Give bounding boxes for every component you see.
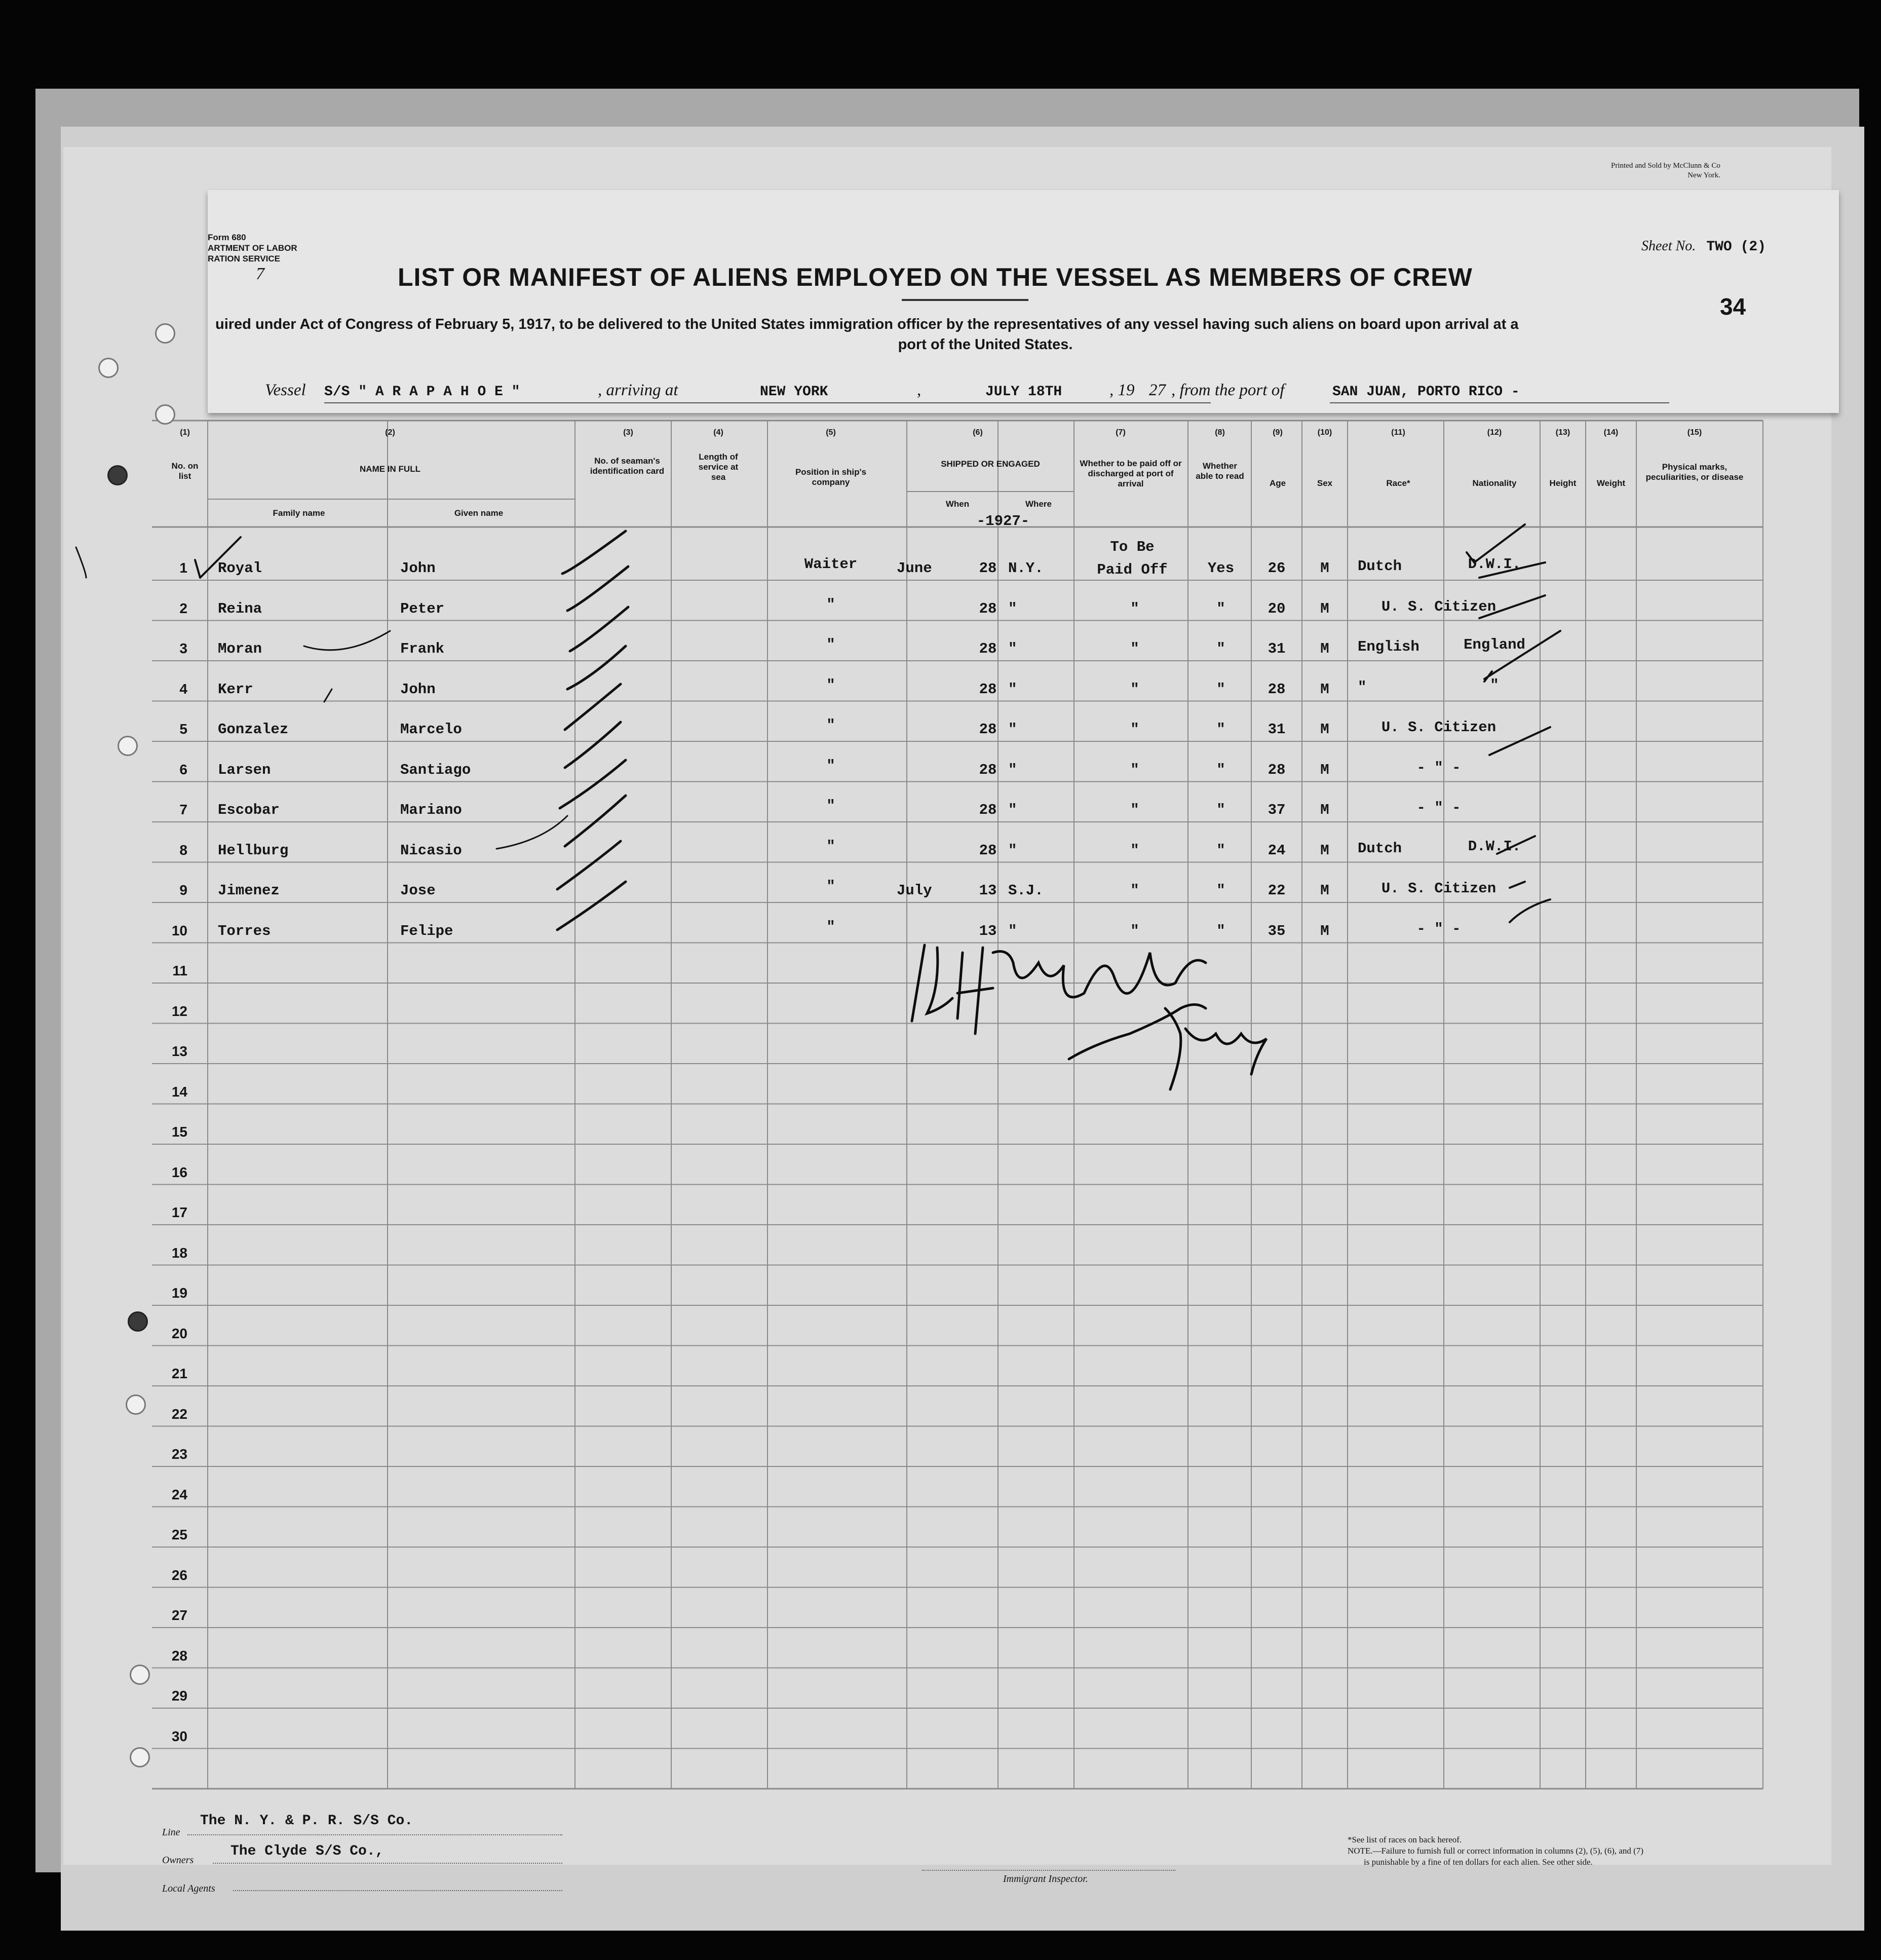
col-header-when: When [945,499,970,509]
inspector-label: Immigrant Inspector. [1003,1873,1088,1884]
paid-off-note: To Be [1110,539,1155,555]
col-number: (3) [623,428,633,437]
citizen-status: - " - [1416,759,1461,776]
position: " [826,838,835,855]
col-number: (2) [385,428,395,437]
departure-port: SAN JUAN, PORTO RICO - [1332,384,1520,400]
row-number: 30 [171,1728,187,1744]
tick-mark [1510,882,1525,888]
stray-ink [304,631,390,650]
age: 31 [1268,721,1286,738]
punch-hole [155,323,175,344]
document-title: LIST OR MANIFEST OF ALIENS EMPLOYED ON THE VESSEL AS MEMBERS OF CREW [398,263,1473,291]
shipped-day: 28 [979,640,997,657]
family-name: Gonzalez [218,721,289,738]
row-number: 22 [171,1406,187,1422]
row-number: 13 [171,1043,187,1059]
given-name: Frank [400,640,445,657]
row-number: 25 [171,1527,187,1542]
paid-off: " [1130,600,1139,617]
row-number: 27 [171,1607,187,1623]
line-label: Line [162,1827,180,1838]
position: " [826,798,835,814]
tick-mark [1510,899,1550,922]
able-to-read: " [1216,761,1225,778]
position: Waiter [804,556,858,573]
row-number: 12 [171,1003,187,1019]
row-number: 16 [171,1164,187,1180]
family-name: Reina [218,600,262,617]
row-number: 15 [171,1124,187,1140]
row-number: 11 [172,963,187,978]
age: 28 [1268,681,1286,698]
citizen-status: - " - [1416,800,1461,816]
vessel-name: S/S " A R A P A H O E " [324,384,520,400]
col-header-sex: Sex [1317,478,1333,488]
punch-hole [130,1665,150,1685]
tick-mark [1484,671,1492,682]
form-department: ARTMENT OF LABOR [208,243,297,253]
shipped-where: " [1008,761,1017,778]
col-number: (11) [1391,428,1405,437]
paid-off: " [1130,922,1139,939]
col-header-given: Given name [454,508,504,518]
race: " [1358,679,1367,696]
sex: M [1320,882,1329,899]
inspector-rule [922,1870,1175,1871]
line-value: The N. Y. & P. R. S/S Co. [200,1813,413,1829]
col-number: (13) [1555,428,1570,437]
comma: , [917,381,922,399]
col-header-where: Where [1025,499,1052,509]
row-number: 6 [179,761,187,777]
shipped-day: 28 [979,802,997,818]
tick-mark [195,537,241,578]
family-name: Kerr [218,681,253,698]
year-mark: -1927- [976,513,1030,530]
given-name: John [400,560,436,577]
able-to-read: " [1216,681,1225,698]
age: 35 [1268,922,1286,939]
stray-ink [496,816,567,849]
citizen-status: - " - [1416,920,1461,937]
family-name: Jimenez [218,882,280,899]
tick-mark [1484,631,1560,679]
sex: M [1320,560,1329,577]
position: " [826,717,835,734]
tick-mark [565,796,626,846]
family-name: Royal [218,560,262,577]
row-number: 20 [171,1325,187,1341]
able-to-read: " [1216,600,1225,617]
row-number: 18 [171,1245,187,1261]
sex: M [1320,681,1329,698]
shipped-day: 28 [979,560,997,577]
race: Dutch [1358,840,1402,857]
col-number: (1) [180,428,190,437]
footer-rule [213,1863,562,1864]
family-name: Hellburg [218,842,289,859]
tick-mark [1467,524,1525,562]
col-number: (14) [1603,428,1619,437]
able-to-read: " [1216,640,1225,657]
paid-off-note: Paid Off [1097,561,1168,578]
footer-rule [233,1890,562,1891]
from-label: , from the port of [1171,381,1285,399]
vessel-label: Vessel [265,381,306,399]
nationality: England [1464,636,1525,653]
shipped-day: 28 [979,681,997,698]
position: " [826,757,835,774]
tick-mark [565,722,621,768]
able-to-read: " [1216,721,1225,738]
col-header-position: Position in ship's company [795,467,867,487]
punch-hole [118,736,138,756]
col-number: (4) [713,428,723,437]
age: 31 [1268,640,1286,657]
given-name: Marcelo [400,721,462,738]
col-number: (10) [1317,428,1332,437]
shipped-month: July [897,882,932,899]
shipped-month: June [897,560,932,577]
col-header-nationality: Nationality [1472,478,1517,488]
able-to-read: " [1216,882,1225,899]
col-header-race: Race* [1386,478,1410,488]
shipped-day: 13 [979,922,997,939]
col-number: (12) [1487,428,1502,437]
shipped-where: S.J. [1008,882,1044,899]
shipped-where: " [1008,721,1017,738]
subtitle-line: uired under Act of Congress of February 5, 1917, to be delivered to the United States immigration officer by the representatives of any vessel having such aliens on board upon arrival at a [215,316,1519,332]
age: 37 [1268,802,1286,818]
sex: M [1320,922,1329,939]
row-number: 23 [171,1446,187,1462]
age: 26 [1268,560,1286,577]
row-number: 24 [171,1486,187,1502]
position: " [826,676,835,694]
shipped-day: 28 [979,761,997,778]
given-name: Felipe [400,922,453,939]
family-name: Escobar [218,802,280,818]
row-number: 10 [171,922,187,938]
age: 24 [1268,842,1286,859]
position: " [826,878,835,895]
citizen-status: U. S. Citizen [1381,598,1496,615]
col-number: (5) [826,428,836,437]
note-line: NOTE.—Failure to furnish full or correct information in columns (2), (5), (6), and (7) [1348,1846,1643,1856]
given-name: Peter [400,600,445,617]
owners-value: The Clyde S/S Co., [231,1843,384,1859]
shipped-where: " [1008,802,1017,818]
paid-off: " [1130,721,1139,738]
row-number: 3 [179,640,187,656]
given-name: Santiago [400,761,471,778]
sex: M [1320,640,1329,657]
col-header-physical: Physical marks, peculiarities, or disease [1645,462,1744,482]
sex: M [1320,600,1329,617]
form-number: Form 680 [208,233,246,242]
shipped-day: 28 [979,721,997,738]
citizen-status: U. S. Citizen [1381,719,1496,736]
arriving-label: , arriving at [598,381,678,399]
citizen-status: U. S. Citizen [1381,880,1496,897]
given-name: Mariano [400,802,462,818]
able-to-read: " [1216,922,1225,939]
tick-mark [567,646,626,689]
shipped-where: " [1008,640,1017,657]
family-name: Torres [218,922,271,939]
row-number: 1 [179,560,187,576]
tick-mark [1489,727,1550,755]
col-number: (6) [973,428,983,437]
col-number: (9) [1273,428,1283,437]
tick-mark [1497,836,1535,854]
owners-label: Owners [162,1855,194,1866]
agents-label: Local Agents [162,1883,215,1894]
position: " [826,596,835,613]
row-number: 19 [171,1285,187,1301]
col-header-age: Age [1269,478,1286,488]
punch-hole [130,1747,150,1767]
able-to-read: " [1216,842,1225,859]
paid-off: " [1130,681,1139,698]
tick-mark [570,607,628,651]
family-name: Larsen [218,761,271,778]
stray-ink [76,547,86,578]
able-to-read: Yes [1207,560,1235,577]
punch-hole [126,1394,146,1415]
row-number: 5 [179,721,187,737]
tick-mark [560,760,626,808]
age: 22 [1268,882,1286,899]
sheet-value: TWO (2) [1706,239,1766,255]
col-header-weight: Weight [1596,478,1626,488]
row-number: 26 [171,1567,187,1583]
position: " [826,918,835,935]
shipped-where: " [1008,600,1017,617]
tick-mark [562,531,626,574]
row-number: 14 [171,1083,187,1100]
paid-off: " [1130,882,1139,899]
printer-line: Printed and Sold by McClunn & Co [1611,162,1720,170]
printer-line: New York. [1687,171,1720,179]
shipped-day: 28 [979,600,997,617]
shipped-day: 28 [979,842,997,859]
age: 28 [1268,761,1286,778]
year-value: 27 [1149,381,1166,399]
sex: M [1320,802,1329,818]
row-number: 9 [179,882,187,898]
sex: M [1320,761,1329,778]
form-handwritten-mark: 7 [256,265,264,283]
paid-off: " [1130,640,1139,657]
nationality: D.W.I. [1468,556,1521,573]
row-number: 29 [171,1688,187,1704]
paid-off: " [1130,842,1139,859]
arrival-date: JULY 18TH [985,384,1062,400]
sex: M [1320,842,1329,859]
row-number: 4 [179,681,187,697]
row-number: 2 [179,600,187,616]
col-number: (7) [1116,428,1126,437]
tick-mark [557,882,626,930]
tick-mark [1479,595,1545,618]
shipped-where: N.Y. [1008,560,1044,577]
col-header-read: Whether able to read [1196,461,1244,481]
sheet-label: Sheet No. [1641,238,1696,254]
col-header-no: No. on list [171,461,199,481]
note-star: *See list of races on back hereof. [1348,1835,1462,1844]
subtitle-line: port of the United States. [898,336,1073,353]
age: 20 [1268,600,1286,617]
punch-hole [155,404,175,425]
family-name: Moran [218,640,262,657]
tick-mark [565,684,621,730]
paid-off: " [1130,802,1139,818]
col-header-id-card: No. of seaman's identification card [590,456,665,476]
col-header-paid-off: Whether to be paid off or discharged at port of arrival [1080,459,1182,488]
note-line: is punishable by a fine of ten dollars for each alien. See other side. [1364,1857,1593,1867]
col-number: (15) [1687,428,1702,437]
shipped-where: " [1008,922,1017,939]
tick-mark [1479,562,1545,578]
tick-mark [567,567,628,611]
row-number: 28 [171,1647,187,1664]
given-name: Nicasio [400,842,462,859]
nationality: D.W.I. [1468,838,1521,855]
punch-hole [98,358,119,378]
race: English [1358,638,1419,655]
row-number: 7 [179,802,187,817]
paid-off: " [1130,761,1139,778]
year-label: , 19 [1109,381,1135,399]
col-header-height: Height [1549,478,1577,488]
race: Dutch [1358,558,1402,575]
shipped-day: 13 [979,882,997,899]
col-header-service: Length of service at sea [698,452,739,482]
able-to-read: " [1216,802,1225,818]
sex: M [1320,721,1329,738]
row-number: 17 [171,1204,187,1220]
col-header-name: NAME IN FULL [360,464,420,474]
inspector-signature [912,945,1266,1089]
col-number: (8) [1215,428,1225,437]
footer-rule [187,1834,562,1835]
row-number: 8 [179,842,187,858]
punch-hole [128,1311,148,1332]
punch-hole [107,465,128,485]
col-header-shipped: SHIPPED OR ENGAGED [941,459,1040,469]
nationality: " [1490,676,1499,694]
given-name: Jose [400,882,436,899]
form-service: RATION SERVICE [208,254,280,263]
shipped-where: " [1008,842,1017,859]
stray-ink [324,689,332,702]
position: " [826,636,835,653]
shipped-where: " [1008,681,1017,698]
arrival-port: NEW YORK [760,384,828,400]
page-number: 34 [1720,293,1746,320]
tick-mark [557,841,621,889]
given-name: John [400,681,436,698]
col-header-family: Family name [273,508,325,518]
row-number: 21 [171,1366,187,1381]
